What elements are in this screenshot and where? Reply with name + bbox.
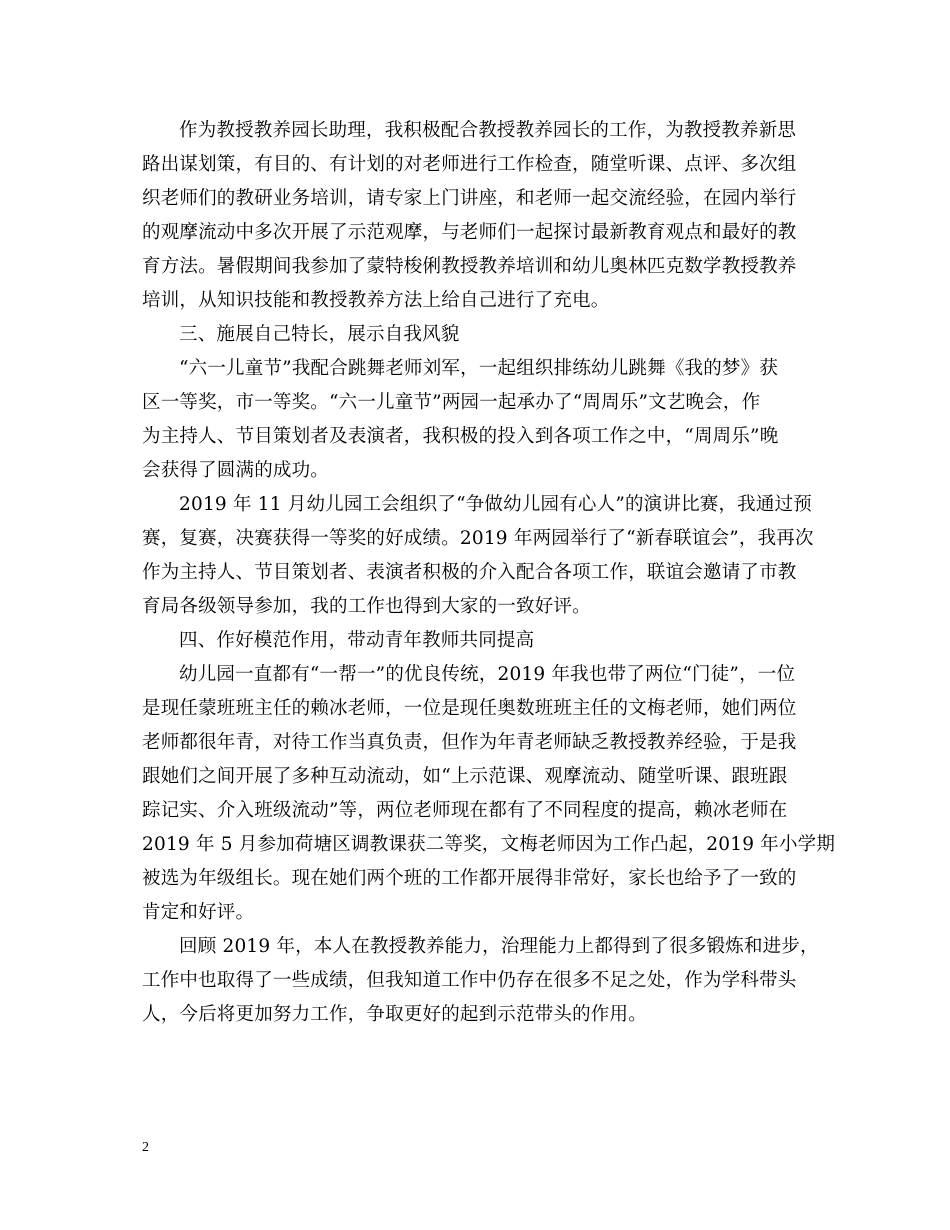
text-line: 三、施展自己特长，展示自我风貌 — [179, 324, 460, 345]
page-number: 2 — [142, 1140, 149, 1155]
text-line: 的观摩流动中多次开展了示范观摩，与老师们一起探讨最新教育观点和最好的教 — [142, 222, 797, 243]
text-line: 育方法。暑假期间我参加了蒙特梭俐教授教养培训和幼儿奥林匹克数学教授教养 — [142, 256, 797, 277]
text-line: 作为主持人、节目策划者、表演者积极的介入配合各项工作，联谊会邀请了市教 — [142, 562, 797, 583]
text-line: 跟她们之间开展了多种互动流动，如“上示范课、观摩流动、随堂听课、跟班跟 — [142, 766, 788, 787]
text-line: 工作中也取得了一些成绩，但我知道工作中仍存在很多不足之处，作为学科带头 — [142, 970, 797, 991]
text-line: 育局各级领导参加，我的工作也得到大家的一致好评。 — [142, 596, 591, 617]
text-line: 路出谋划策，有目的、有计划的对老师进行工作检查，随堂听课、点评、多次组 — [142, 154, 797, 175]
text-line: 织老师们的教研业务培训，请专家上门讲座，和老师一起交流经验，在园内举行 — [142, 188, 797, 209]
text-line: 踪记实、介入班级流动”等，两位老师现在都有了不同程度的提高，赖冰老师在 — [142, 800, 788, 821]
body-text — [142, 114, 836, 1032]
text-line: 会获得了圆满的成功。 — [142, 460, 330, 481]
text-line: 区一等奖，市一等奖。“六一儿童节”两园一起承办了“周周乐”文艺晚会，作 — [142, 392, 761, 413]
text-line: 被选为年级组长。现在她们两个班的工作都开展得非常好，家长也给予了一致的 — [142, 868, 797, 889]
text-line: 2019 年 11 月幼儿园工会组织了“争做幼儿园有心人”的演讲比赛，我通过预 — [179, 494, 812, 515]
text-line: 老师都很年青，对待工作当真负责，但作为年青老师缺乏教授教养经验，于是我 — [142, 732, 797, 753]
text-line: 2019 年 5 月参加荷塘区调教课获二等奖，文梅老师因为工作凸起，2019 年小学期 — [142, 834, 836, 855]
text-line: 幼儿园一直都有“一帮一”的优良传统，2019 年我也带了两位“门徒”，一位 — [179, 664, 796, 685]
text-line: 回顾 2019 年，本人在教授教养能力，治理能力上都得到了很多锻炼和进步， — [179, 936, 819, 957]
text-line: 是现任蒙班班主任的赖冰老师，一位是现任奥数班班主任的文梅老师，她们两位 — [142, 698, 797, 719]
text-line: 人，今后将更加努力工作，争取更好的起到示范带头的作用。 — [142, 1004, 647, 1025]
text-line: 为主持人、节目策划者及表演者，我积极的投入到各项工作之中，“周周乐”晚 — [142, 426, 779, 447]
text-line: 作为教授教养园长助理，我积极配合教授教养园长的工作，为教授教养新思 — [179, 120, 797, 141]
text-line: 培训，从知识技能和教授教养方法上给自己进行了充电。 — [142, 290, 610, 311]
text-line: 肯定和好评。 — [142, 902, 255, 923]
text-line: “六一儿童节”我配合跳舞老师刘军，一起组织排练幼儿跳舞《我的梦》获 — [179, 358, 779, 379]
text-line: 赛，复赛，决赛获得一等奖的好成绩。2019 年两园举行了“新春联谊会”，我再次 — [142, 528, 814, 549]
text-line: 四、作好模范作用，带动青年教师共同提高 — [179, 630, 535, 651]
